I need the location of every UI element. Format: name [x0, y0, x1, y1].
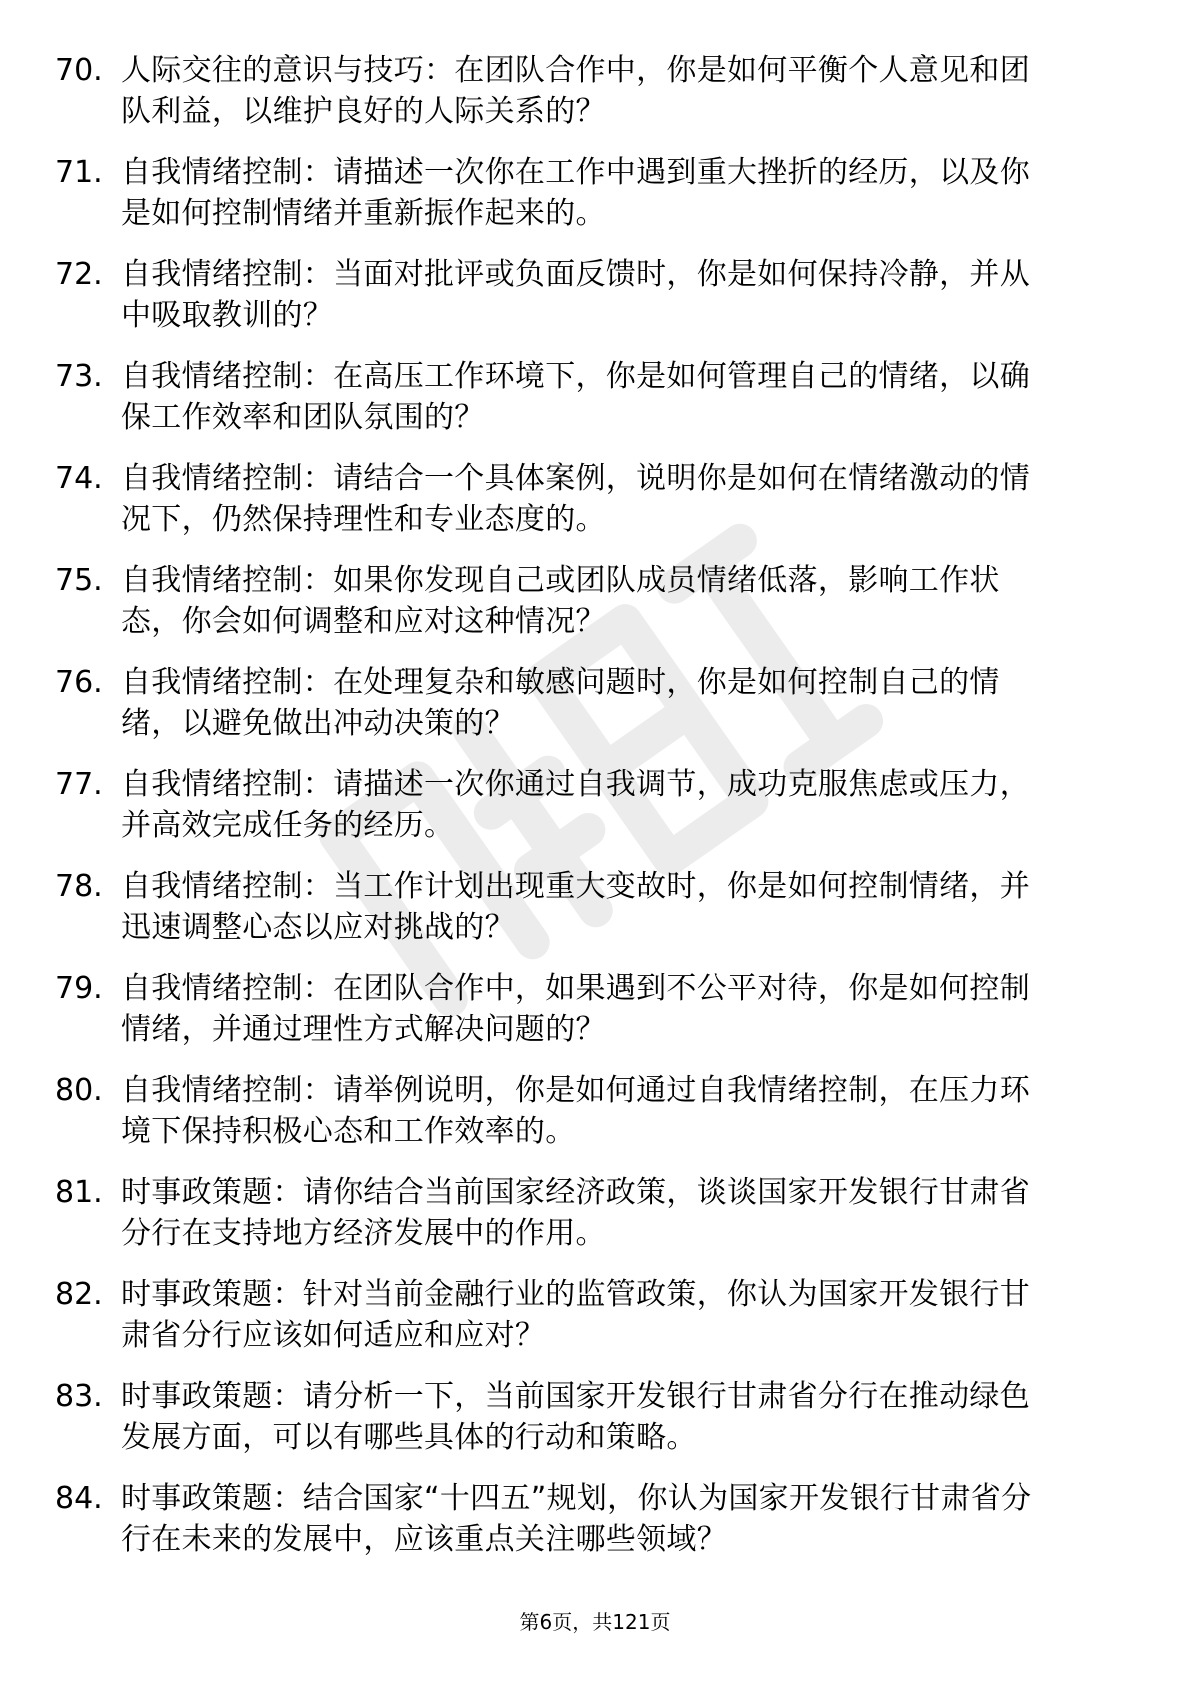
question-number: 76. — [55, 665, 103, 700]
question-item — [55, 458, 1135, 560]
page-footer: 第6页，共121页 — [519, 1610, 671, 1634]
question-item — [55, 50, 1135, 152]
question-text: 自我情绪控制：在高压工作环境下，你是如何管理自己的情绪，以确保工作效率和团队氛围的？ — [121, 359, 1030, 435]
question-number: 75. — [55, 563, 103, 598]
question-number: 82. — [55, 1277, 103, 1312]
question-number: 78. — [55, 869, 103, 904]
question-text: 时事政策题：针对当前金融行业的监管政策，你认为国家开发银行甘肃省分行应该如何适应和应对？ — [121, 1277, 1030, 1353]
question-number: 71. — [55, 155, 103, 190]
question-item — [55, 152, 1135, 254]
question-number: 83. — [55, 1379, 103, 1414]
question-number: 79. — [55, 971, 103, 1006]
question-item — [55, 560, 1135, 662]
question-text: 自我情绪控制：请描述一次你通过自我调节，成功克服焦虑或压力，并高效完成任务的经历。 — [121, 767, 1030, 843]
question-item — [55, 1274, 1135, 1376]
question-number: 84. — [55, 1481, 103, 1516]
question-item — [55, 968, 1135, 1070]
question-number: 77. — [55, 767, 103, 802]
question-item — [55, 1172, 1135, 1274]
question-text: 自我情绪控制：在团队合作中，如果遇到不公平对待，你是如何控制情绪，并通过理性方式解决问题的？ — [121, 971, 1030, 1047]
question-item — [55, 356, 1135, 458]
question-text: 时事政策题：请分析一下，当前国家开发银行甘肃省分行在推动绿色发展方面，可以有哪些具体的行动和策略。 — [121, 1379, 1030, 1455]
question-text: 自我情绪控制：当面对批评或负面反馈时，你是如何保持冷静，并从中吸取教训的？ — [121, 257, 1030, 333]
question-number: 70. — [55, 53, 103, 88]
question-number: 72. — [55, 257, 103, 292]
question-text: 时事政策题：请你结合当前国家经济政策，谈谈国家开发银行甘肃省分行在支持地方经济发展中的作用。 — [121, 1175, 1030, 1251]
question-item — [55, 254, 1135, 356]
question-number: 73. — [55, 359, 103, 394]
question-item — [55, 764, 1135, 866]
question-list — [55, 50, 1135, 1580]
question-item — [55, 1376, 1135, 1478]
question-number: 80. — [55, 1073, 103, 1108]
question-item — [55, 1070, 1135, 1172]
question-item — [55, 662, 1135, 764]
question-text: 自我情绪控制：请举例说明，你是如何通过自我情绪控制，在压力环境下保持积极心态和工作效率的。 — [121, 1073, 1030, 1149]
question-text: 自我情绪控制：请描述一次你在工作中遇到重大挫折的经历，以及你是如何控制情绪并重新振作起来的。 — [121, 155, 1030, 231]
question-text: 自我情绪控制：请结合一个具体案例，说明你是如何在情绪激动的情况下，仍然保持理性和专业态度的。 — [121, 461, 1030, 537]
question-text: 自我情绪控制：如果你发现自己或团队成员情绪低落，影响工作状态，你会如何调整和应对这种情况？ — [121, 563, 1000, 639]
question-item — [55, 1478, 1135, 1580]
question-number: 74. — [55, 461, 103, 496]
question-text: 自我情绪控制：当工作计划出现重大变故时，你是如何控制情绪，并迅速调整心态以应对挑战的？ — [121, 869, 1030, 945]
question-text: 人际交往的意识与技巧：在团队合作中，你是如何平衡个人意见和团队利益，以维护良好的人际关系的？ — [121, 53, 1030, 129]
question-item — [55, 866, 1135, 968]
question-number: 81. — [55, 1175, 103, 1210]
question-text: 自我情绪控制：在处理复杂和敏感问题时，你是如何控制自己的情绪，以避免做出冲动决策的？ — [121, 665, 1000, 741]
question-text: 时事政策题：结合国家“十四五”规划，你认为国家开发银行甘肃省分行在未来的发展中，应该重点关注哪些领域？ — [121, 1481, 1032, 1557]
